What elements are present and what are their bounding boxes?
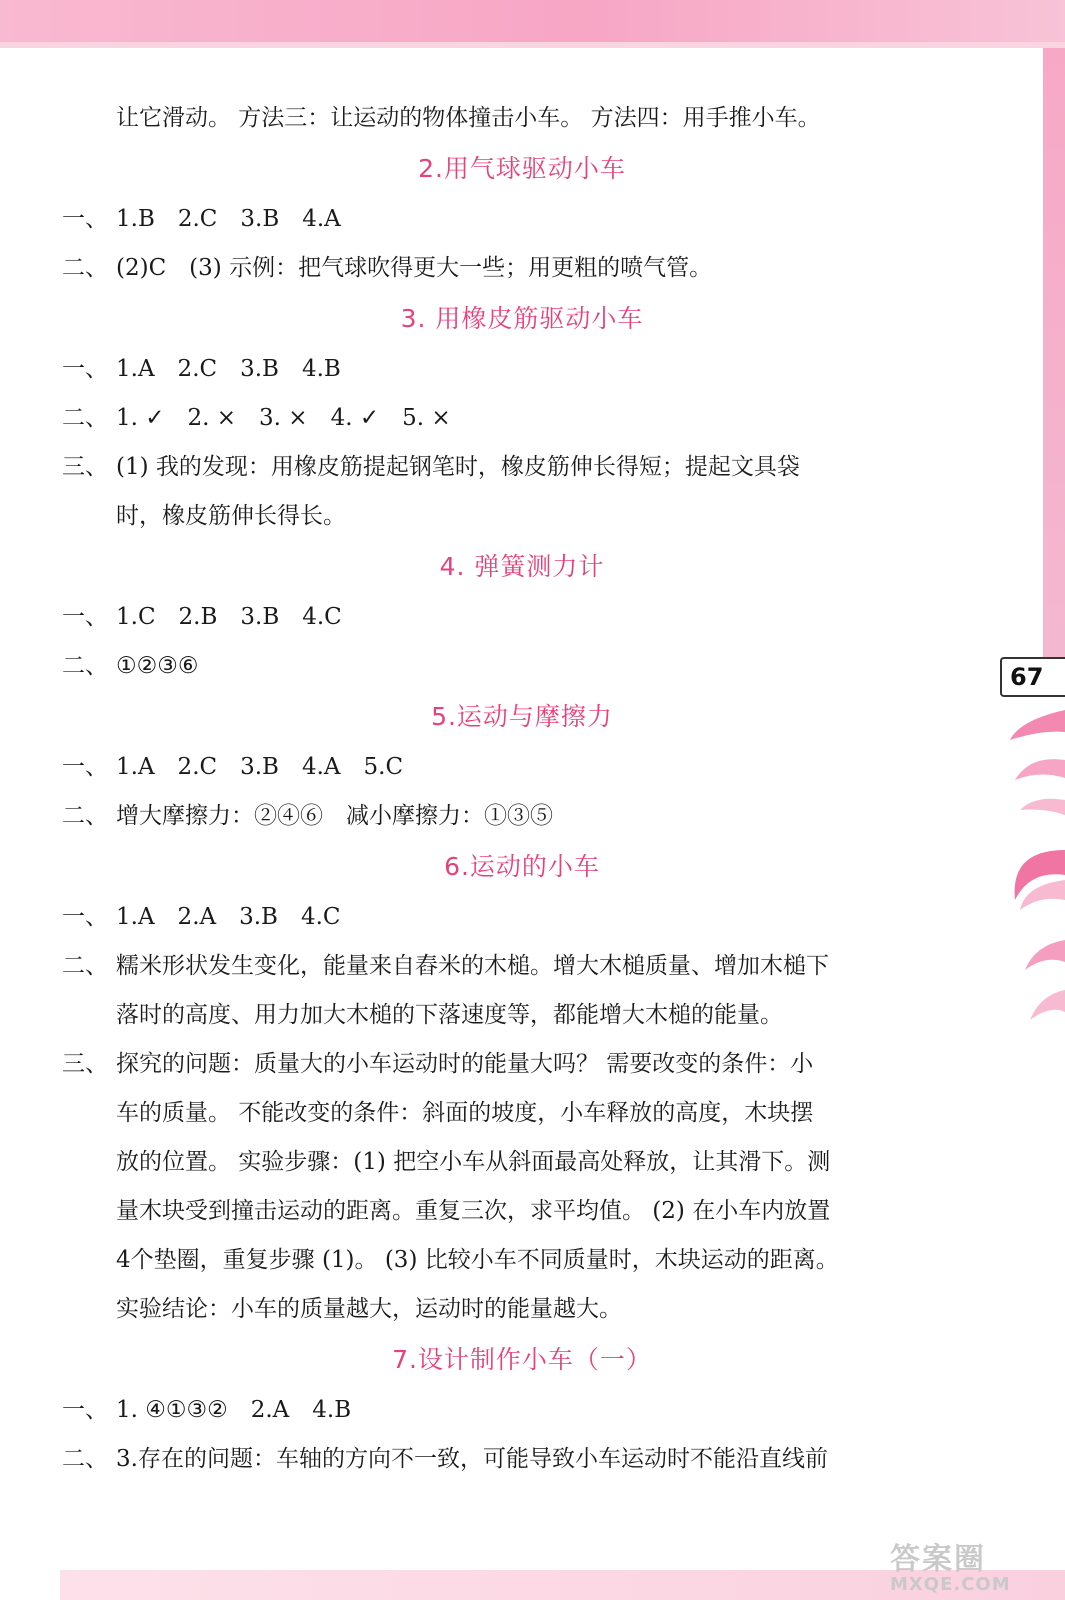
section-heading: 2.用气球驱动小车	[418, 154, 626, 183]
answer-line	[62, 1040, 942, 1089]
top-decorative-band	[0, 0, 1065, 48]
answer-text: (1) 我的发现：用橡皮筋提起钢笔时，橡皮筋伸长得短；提起文具袋	[116, 454, 800, 480]
question-label: 二、	[62, 953, 108, 979]
answer-line	[62, 642, 942, 691]
section-heading: 6.运动的小车	[444, 852, 600, 881]
leaf-decoration-icon	[1010, 700, 1065, 1050]
answer-continuation: 实验结论：小车的质量越大，运动时的能量越大。	[116, 1296, 622, 1322]
answer-line	[62, 394, 942, 443]
answer-line	[62, 893, 942, 942]
answer-text: 1.A 2.C 3.B 4.A 5.C	[116, 754, 404, 780]
question-label: 二、	[62, 255, 108, 281]
question-label: 三、	[62, 454, 108, 480]
answer-text: 1.C 2.B 3.B 4.C	[116, 604, 342, 630]
question-label: 一、	[62, 1397, 108, 1423]
answer-continuation: 车的质量。 不能改变的条件：斜面的坡度，小车释放的高度，木块摆	[116, 1100, 814, 1126]
answer-text: 探究的问题：质量大的小车运动时的能量大吗？ 需要改变的条件：小	[116, 1051, 814, 1077]
page-number: 67	[1000, 657, 1065, 697]
answer-line	[62, 195, 942, 244]
watermark-bottom: MXQE.COM	[890, 1574, 1011, 1595]
answer-line	[62, 345, 942, 394]
answer-continuation: 4个垫圈，重复步骤 (1)。 (3) 比较小车不同质量时，木块运动的距离。	[116, 1247, 839, 1273]
answer-line	[62, 743, 942, 792]
answer-continuation: 时，橡皮筋伸长得长。	[116, 503, 346, 529]
question-label: 一、	[62, 604, 108, 630]
answer-line	[62, 942, 942, 991]
answer-text: 1.B 2.C 3.B 4.A	[116, 206, 341, 232]
answer-text: 增大摩擦力：②④⑥ 减小摩擦力：①③⑤	[116, 803, 553, 829]
section-heading: 3. 用橡皮筋驱动小车	[400, 304, 644, 333]
question-label: 二、	[62, 1446, 108, 1472]
question-label: 一、	[62, 904, 108, 930]
answer-text: 1.A 2.C 3.B 4.B	[116, 356, 341, 382]
answer-line	[62, 1435, 942, 1484]
section-heading: 5.运动与摩擦力	[431, 702, 613, 731]
answer-text: 3.存在的问题：车轴的方向不一致，可能导致小车运动时不能沿直线前	[116, 1446, 828, 1472]
question-label: 三、	[62, 1051, 108, 1077]
answer-text: 1. ④①③② 2.A 4.B	[116, 1397, 352, 1423]
answer-text: 糯米形状发生变化，能量来自舂米的木槌。增大木槌质量、增加木槌下	[116, 953, 829, 979]
answer-text: 1.A 2.A 3.B 4.C	[116, 904, 341, 930]
answer-line	[62, 443, 942, 492]
answer-continuation: 让它滑动。 方法三：让运动的物体撞击小车。 方法四：用手推小车。	[116, 105, 821, 131]
watermark	[890, 1542, 1060, 1595]
answer-continuation: 放的位置。 实验步骤：(1) 把空小车从斜面最高处释放，让其滑下。测	[116, 1149, 831, 1175]
answer-continuation: 量木块受到撞击运动的距离。重复三次，求平均值。 (2) 在小车内放置	[116, 1198, 831, 1224]
right-decorative-strip	[1043, 48, 1065, 660]
answer-line	[62, 792, 942, 841]
answer-text: (2)C (3) 示例：把气球吹得更大一些；用更粗的喷气管。	[116, 255, 713, 281]
answer-line	[62, 244, 942, 293]
section-heading: 7.设计制作小车（一）	[392, 1345, 652, 1374]
answer-text: 1. ✓ 2. × 3. × 4. ✓ 5. ×	[116, 405, 451, 431]
answer-line	[62, 1386, 942, 1435]
answer-text: ①②③⑥	[116, 653, 199, 679]
answer-continuation: 落时的高度、用力加大木槌的下落速度等，都能增大木槌的能量。	[116, 1002, 783, 1028]
question-label: 一、	[62, 206, 108, 232]
section-heading: 4. 弹簧测力计	[439, 552, 605, 581]
answer-line	[62, 593, 942, 642]
question-label: 一、	[62, 754, 108, 780]
question-label: 二、	[62, 803, 108, 829]
answer-content	[62, 94, 942, 1484]
watermark-top: 答案圈	[890, 1542, 986, 1577]
question-label: 二、	[62, 405, 108, 431]
question-label: 二、	[62, 653, 108, 679]
question-label: 一、	[62, 356, 108, 382]
